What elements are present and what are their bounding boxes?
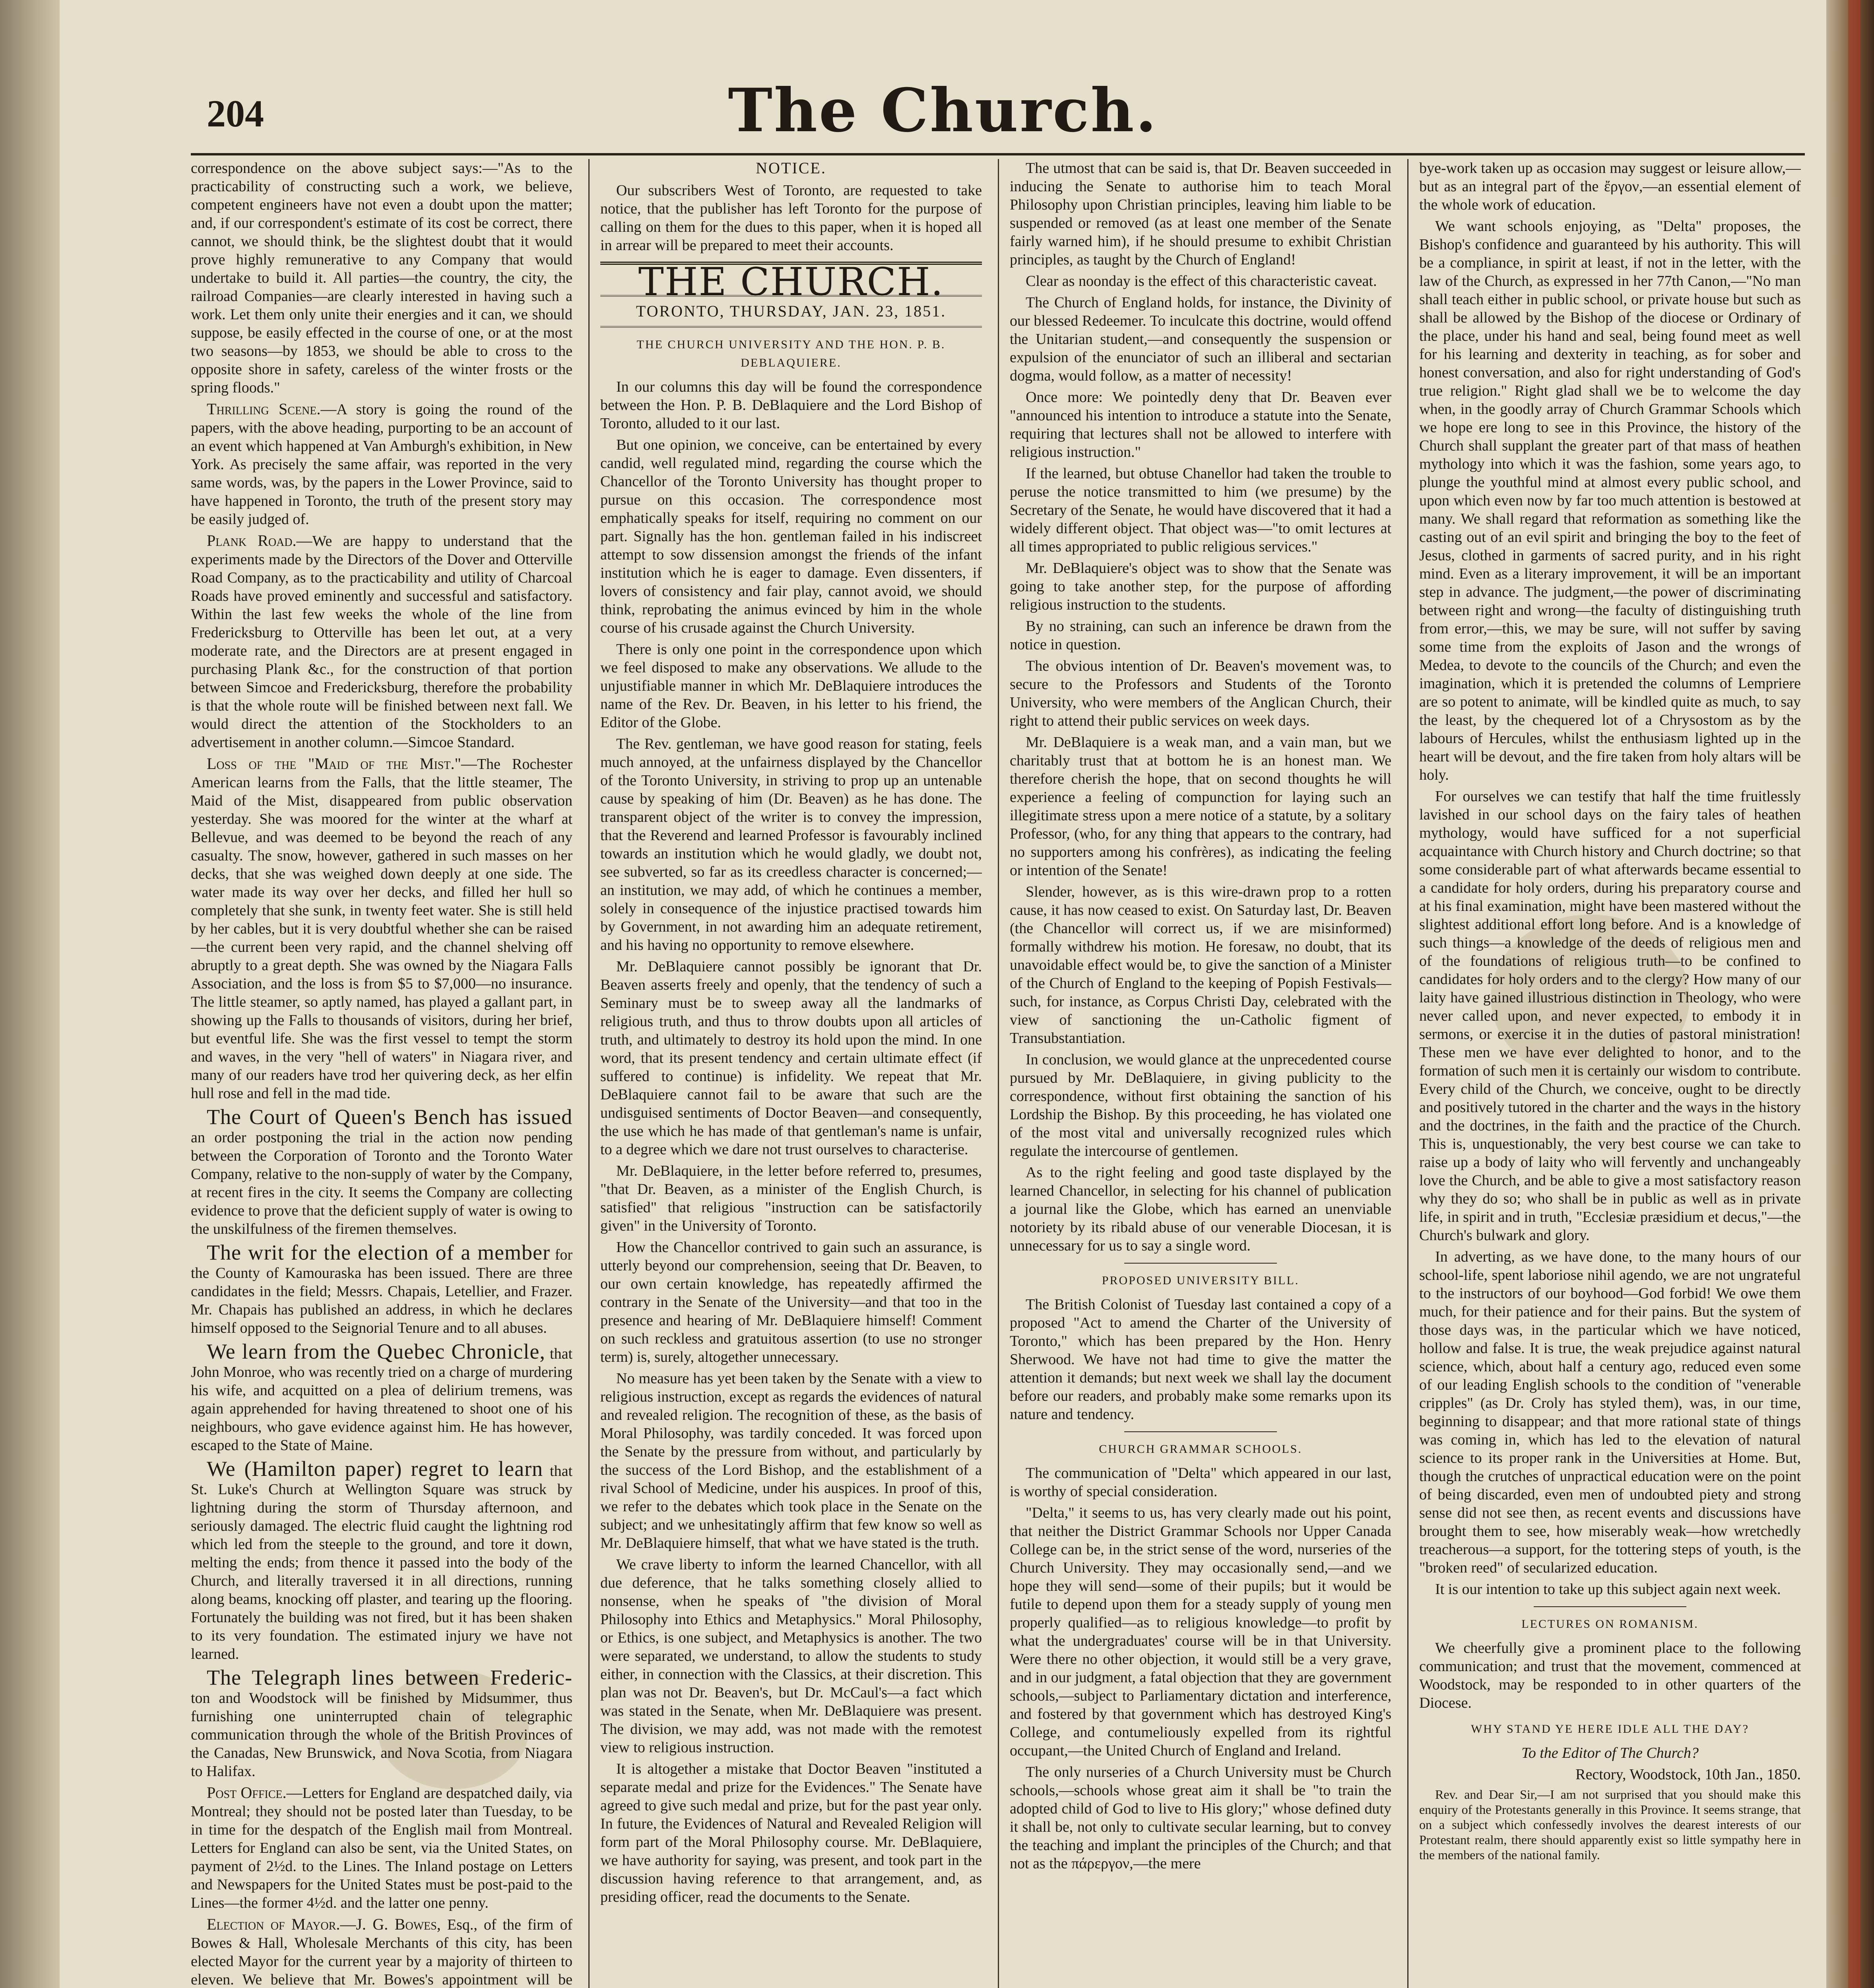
paragraph: The obvious intention of Dr. Beaven's movement was, to secure to the Professors and Students of the Toronto University, who were members of the Anglican Church, their right to attend their public services on week days.	[1010, 658, 1391, 729]
paragraph: But one opinion, we conceive, can be entertained by every candid, well regulated mind, regarding the course which the Chancellor of the Toronto University has thought proper to pursue on this occasion. The correspondence most emphatically speaks for itself, requiring no comment on our part. Signally has the hon. gentleman failed in his indiscreet attempt to sow dissension amongst the friends of the infant institution which he is eager to damage. Even dissenters, if lovers of consistency and fair play, cannot avoid, we should think, reprobating the animus evinced by him in the whole course of his crusade against the Church University.	[600, 437, 982, 636]
paragraph: The British Colonist of Tuesday last contained a copy of a proposed "Act to amend the Charter of the University of Toronto," which has been prepared by the Hon. Henry Sherwood. We have not had time to give the matter the attention it demands; but next week we shall lay the document before our readers, and probably make some remarks upon its nature and tendency.	[1010, 1296, 1391, 1423]
news-item	[191, 1458, 572, 1663]
paragraph: Clear as noonday is the effect of this characteristic caveat.	[1026, 273, 1377, 289]
paragraph: The only nurseries of a Church University must be Church schools,—schools whose great aim it shall be "to train the adopted child of God to live to His glory;" whose defined duty it shall be, not only to cultivate secular learning, but to convey the teaching and implant the principles of the Church; and that not as the πάρεργον,—the mere	[1010, 1764, 1391, 1872]
paragraph: As to the right feeling and good taste displayed by the learned Chancellor, in selecting for his channel of publication a journal like the Globe, which has earned an unenviable notoriety by its ribald abuse of our venerable Diocesan, it is unnecessary for us to say a single word.	[1010, 1164, 1391, 1254]
newspaper-page	[60, 0, 1826, 1988]
letter-place-date: Rectory, Woodstock, 10th Jan., 1850.	[1575, 1766, 1801, 1783]
news-item	[191, 1340, 572, 1454]
paragraph: If the learned, but obtuse Chanellor had taken the trouble to peruse the notice transmitted to him (we presume) by the Secretary of the Senate, he would have discovered that it had a widely different object. That object was—"to omit lectures at all times appropriated to public religious services."	[1010, 465, 1391, 555]
item-body: for the County of Kamouraska has been issued. There are three candidates in the field; Messrs. Chapais, Letellier, and Frazer. Mr. Chapais has published an address, in which he declares himself opposed to the Seignorial Tenure and to all abuses.	[191, 1246, 572, 1336]
item-body: Esq., of the firm of Bowes & Hall, Wholesale Merchants of this city, has been elected Mayor for the current year by a majority of thirteen to eleven. We believe that Mr. Bowes's appointment will be	[191, 1916, 572, 1988]
paragraph: We want schools enjoying, as "Delta" proposes, the Bishop's confidence and guaranteed by his authority. This will be a compliance, in spirit at least, if not in the letter, with the law of the Church, as expressed in her 77th Canon,—"No man shall teach either in public school, or private house but such as shall be allowed by the Bishop of the diocese or Ordinary of the place, under his hand and seal, being found meet as well for his learning and dexterity in teaching, as for sober and honest conversation, and also for right understanding of God's true religion." Right glad shall we be to welcome the day when, in the goodly array of Church Grammar Schools which we hope ere long to see in this Province, the history of the Church shall supplant the greater part of that mass of heathen mythology into which it was the fashion, some years ago, to plunge the youthful mind at almost every public school, and upon which even now by far too much attention is bestowed at many. We shall regard that reformation as something like the casting out of an evil spirit and bringing the boy to the feet of Jesus, clothed in garments of sacred purity, and in his right mind. Even as a literary improvement, it will be an important step in advance. The judgment,—the power of discriminating between right and wrong—the faculty of distinguishing truth from error,—this, we may be sure, will not suffer by saving some time from the exploits of Jason and the wrongs of Medea, to devote to the councils of the Church; and even the imagination, which it is pretended the columns of Lempriere are so potent to animate, will be kindled quite as much, to say the least, by the chequered lot of a Chrysostom as by the labours of Hercules, whilst the enthusiasm lighted up in the heart will be devout, and the fire taken from holy altars will be holy.	[1419, 218, 1801, 783]
paragraph: "Delta," it seems to us, has very clearly made out his point, that neither the District Grammar Schools nor Upper Canada College can be, in the strict sense of the word, nurseries of the Church University. They may occasionally send,—and we hope they will send—some of their pupils; but it would be futile to depend upon them for a steady supply of young men properly qualified—as to religious knowledge—to profit by what the undergraduates' course will be in that University. Were there no other objection, it would still be a very grave, and in our judgment, a fatal objection that they are government schools,—subject to Parliamentary dictation and interference, and fostered by that government which has destroyed King's College, and contumeliously expelled from its rightful occupant,—the United Church of England and Ireland.	[1010, 1505, 1391, 1759]
item-body: that John Monroe, who was recently tried on a charge of murdering his wife, and acquitted on a plea of delirium tremens, was again apprehended for having threatened to shoot one of his neighbours, who gave evidence against him. He has however, escaped to the State of Maine.	[191, 1345, 572, 1454]
page-header	[60, 72, 1826, 155]
book-gutter-left	[0, 0, 60, 1988]
grammar-schools-title: CHURCH GRAMMAR SCHOOLS.	[1099, 1442, 1302, 1456]
news-item	[191, 1106, 572, 1238]
paragraph: We crave liberty to inform the learned Chancellor, with all due deference, that he talks something closely allied to nonsense, when he speaks of "the division of Moral Philosophy into Ethics and Metaphysics." Moral Philosophy, or Ethics, is one subject, and Metaphysics is another. The two were separated, we understand, to allow the students to study either, in connection with the Classics, at their discretion. This plan was not Dr. Beaven's, but Dr. McCaul's—a fact which was stated in the Senate, when Mr. DeBlaquiere was present. The division, we may add, was not made with the remotest view to religious instruction.	[600, 1556, 982, 1756]
paragraph: correspondence on the above subject says:—"As to the practicability of constructing such a work, we believe, competent engineers have not even a doubt upon the matter; and, if our correspondent's estimate of its cost be correct, there cannot, we should think, be the slightest doubt that it would prove highly remunerative to any Company that would undertake to build it. All parties—the country, the city, the railroad Companies—are clearly interested in having such a work. Let them only unite their energies and it can, we should suppose, be easily effected in the course of one, or at the most two seasons—by 1853, we should be able to cross to the opposite shore in safety, careless of the winter frosts or the spring floods."	[191, 160, 572, 396]
item-lead: Post Office.—	[207, 1784, 303, 1802]
lectures-title: LECTURES ON ROMANISM.	[1521, 1617, 1699, 1631]
item-body: Letters for England are despatched daily, via Montreal; they should not be posted later than Tuesday, to be in time for the despatch of the English mail from Montreal. Letters for England can also be sent, via the United States, on payment of 2½d. to the Lines. The Inland postage on Letters and Newspapers for the United States must be post-paid to the Lines—the former 4½d. and the latter one penny.	[191, 1785, 572, 1911]
section-rule	[1534, 1606, 1686, 1607]
item-lead: We learn from the Quebec Chronicle,	[207, 1340, 545, 1363]
paragraph: The communication of "Delta" which appeared in our last, is worthy of special consideration.	[1010, 1465, 1391, 1500]
paragraph: It is altogether a mistake that Doctor Beaven "instituted a separate medal and prize for the Evidences." The Senate have agreed to give such medal and prize, but for the past year only. In future, the Evidences of Natural and Revealed Religion will form part of the Moral Philosophy course. Mr. DeBlaquiere, we have authority for saying, was present, and took part in the discussion having reference to that arrangement, and, as presiding officer, read the documents to the Senate.	[600, 1761, 982, 1905]
item-lead: Election of Mayor.—J. G. Bowes,	[207, 1915, 441, 1933]
item-lead: Loss of the "Maid of the Mist."—	[207, 755, 477, 773]
item-lead: The writ for the election of a member	[207, 1241, 550, 1264]
columns	[191, 159, 1805, 1988]
paragraph: How the Chancellor contrived to gain such an assurance, is utterly beyond our comprehension, seeing that Dr. Beaven, to our own certain knowledge, has repeatedly affirmed the contrary in the Senate of the University—and that too in the presence and hearing of Mr. DeBlaquiere himself! Comment on such reckless and gratuitous assertion (to use no stronger term) is, surely, altogether unnecessary.	[600, 1239, 982, 1365]
paragraph: The Church of England holds, for instance, the Divinity of our blessed Redeemer. To inculcate this doctrine, would offend the Unitarian student,—and consequently the suspension or expulsion of the enunciator of such an illiberal and sectarian dogma, would follow, as a matter of necessity!	[1010, 294, 1391, 384]
masthead: The Church.	[728, 76, 1158, 146]
article-title: THE CHURCH UNIVERSITY AND THE HON. P. B. DEBLAQUIERE.	[636, 338, 946, 369]
paragraph: The utmost that can be said is, that Dr. Beaven succeeded in inducing the Senate to authorise him to teach Moral Philosophy upon Christian principles, leaving him liable to be suspended or removed (as at least one member of the Senate fairly warned him), if he should presume to exhibit Christian principles, as taught by the Church of England!	[1010, 160, 1391, 268]
paragraph: The Rev. gentleman, we have good reason for stating, feels much annoyed, at the unfairness displayed by the Chancellor of the Toronto University, in striving to prop up an untenable cause by speaking of him (Dr. Beaven) as he has done. The transparent object of the writer is to convey the impression, that the Reverend and learned Professor is favourably inclined towards an institution which he would gladly, we doubt not, see subverted, so far as its creedless character is concerned;—an institution, we may add, of which he continues a member, solely in consequence of the injustice practised towards him by Government, in not awarding him an adequate retirement, and his having no opportunity to remove elsewhere.	[600, 736, 982, 953]
column-4	[1419, 159, 1801, 1988]
paper-title: THE CHURCH.	[638, 260, 944, 304]
news-item	[191, 1666, 572, 1780]
dateline: TORONTO, THURSDAY, JAN. 23, 1851.	[600, 295, 982, 328]
item-body: The Rochester American learns from the Falls, that the little steamer, The Maid of the Mist, disappeared from public observation yesterday. She was moored for the winter at the wharf at Bellevue, and was deemed to be beyond the reach of any casualty. The snow, however, gathered in such masses on her decks, that she was weighed down deeply at one side. The water made its way over her decks, and filled her hull so completely that she sunk, in twenty feet water. She is still held by her cables, but it is very doubtful whether she can be raised—the current been very rapid, and the channel shelving off abruptly to a great depth. She was owned by the Niagara Falls Association, and the loss is from $5 to $7,000—no insurance. The little steamer, so aptly named, has played a gallant part, in showing up the Falls to thousands of visitors, during her brief, but eventful life. She was the first vessel to tempt the storm and waves, in the very "hell of waters" in Niagara river, and many of our readers have trod her quivering deck, as her elfin hull rose and fell in the mad tide.	[191, 756, 572, 1102]
item-body: We are happy to understand that the experiments made by the Directors of the Dover and Otterville Road Company, as to the practicability and utility of Charcoal Roads have proved eminently and successful and satisfactory. Within the last few weeks the whole of the line from Fredericksburg to Otterville has been let out, at a very moderate rate, and the Directors are at present engaged in purchasing Plank &c., for the construction of that portion between Simcoe and Fredericksburg, therefore the probability is that the whole route will be finished between next fall. We would direct the attention of the Stockholders to an advertisement in another column.—Simcoe Standard.	[191, 533, 572, 751]
item-body: an order postponing the trial in the action now pending between the Corporation of Toronto and the Toronto Water Company, relative to the non-supply of water by the Company, at recent fires in the city. It seems the Company are collecting evidence to prove that the deficient supply of water is owing to the unskilfulness of the firemen themselves.	[191, 1129, 572, 1237]
item-body: ton and Woodstock will be finished by Midsummer, thus furnishing one uninterrupted chain of telegraphic communication through the whole of the British Provinces of the Canadas, New Brunswick, and Nova Scotia, from Niagara to Halifax.	[191, 1690, 572, 1780]
column-divider	[1407, 159, 1408, 1988]
item-lead: Plank Road.—	[207, 532, 312, 549]
header-rule	[191, 153, 1805, 155]
paragraph: bye-work taken up as occasion may suggest or leisure allow,—but as an integral part of the ἔργον,—an essential element of the whole work of education.	[1419, 160, 1801, 213]
paragraph: Mr. DeBlaquiere, in the letter before referred to, presumes, "that Dr. Beaven, as a minister of the English Church, is satisfied" that religious "instruction can be satisfactorily given" in the University of Toronto.	[600, 1163, 982, 1234]
letter-body: Rev. and Dear Sir,—I am not surprised that you should make this enquiry of the Protestants generally in this Province. It seems strange, that on a subject which confessedly involves the dearest interests of our Protestant realm, there should apparently exist so little sympathy here in the members of the national family.	[1419, 1787, 1801, 1862]
item-body: A story is going the round of the papers, with the above heading, purporting to be an account of an event which happened at Van Amburgh's exhibition, in New York. As precisely the same affair, was reported in the very same words, was, by the papers in the Lower Province, said to have happened in Toronto, the truth of the present story may be easily judged of.	[191, 401, 572, 528]
bill-title: PROPOSED UNIVERSITY BILL.	[1102, 1274, 1300, 1287]
letter-heading: WHY STAND YE HERE IDLE ALL THE DAY?	[1470, 1722, 1750, 1736]
paragraph: In our columns this day will be found the correspondence between the Hon. P. B. DeBlaquiere and the Lord Bishop of Toronto, alluded to it our last.	[600, 379, 982, 432]
news-item	[191, 400, 572, 528]
news-item	[191, 1784, 572, 1912]
column-2	[600, 159, 982, 1988]
paragraph: Mr. DeBlaquiere's object was to show that the Senate was going to take another step, for the purpose of affording religious instruction to the students.	[1010, 560, 1391, 613]
item-lead: The Court of Queen's Bench has issued	[207, 1105, 572, 1129]
book-binding-right	[1826, 0, 1874, 1988]
paragraph: It is our intention to take up this subject again next week.	[1435, 1581, 1781, 1598]
paragraph: For ourselves we can testify that half the time fruitlessly lavished in our school days on the fairy tales of heathen mythology, would have sufficed for a not superficial acquaintance with Church history and Church doctrine; so that some considerable part of what afterwards became essential to a candidate for holy orders, during his preparatory course and at his final examination, might have been mastered without the slightest additional effort long before. And is a knowledge of such things—a knowledge of the deeds of religious men and of the foundations of religious truth—to be confined to candidates for holy orders and to the clergy? How many of our laity have gained illustrious distinction in Theology, who were never called upon, and never expected, to embody it in sermons, or exercise it in the duties of pastoral ministration! These men we have ever delighted to honor, and to the formation of such men it is certainly our wisdom to contribute. Every child of the Church, we conceive, ought to be directly and positively tutored in the charter and the ways in the history and the doctrines, in the faith and the practice of the Church. This is, unquestionably, the very best course we can take to raise up a body of laity who will fervently and unchangeably love the Church, and be able to give a most satisfactory reason why they do so; who shall be in public as well as in private life, in spirit and in truth, "Ecclesiæ præsidium et decus,"—the Church's bulwark and glory.	[1419, 788, 1801, 1244]
news-item	[191, 1241, 572, 1337]
paragraph: Mr. DeBlaquiere cannot possibly be ignorant that Dr. Beaven asserts freely and openly, that the tendency of such a Seminary must be to sweep away all the landmarks of religious truth, and thus to throw doubts upon all articles of truth, and ultimately to destroy its hold upon the mind. In one word, that its present tendency and certain ultimate effect (if suffered to continue) is infidelity. We repeat that Mr. DeBlaquiere cannot fail to be aware that such are the undisguised sentiments of Doctor Beaven—and consequently, the use which he has made of that gentleman's name is unfair, to a degree which we dare not trust ourselves to characterise.	[600, 958, 982, 1158]
news-item	[191, 1915, 572, 1988]
item-lead: The Telegraph lines between Frederic-	[207, 1666, 572, 1689]
editor-address: To the Editor of The Church?	[1521, 1745, 1699, 1761]
paragraph: There is only one point in the correspondence upon which we feel disposed to make any observations. We allude to the unjustifiable manner in which Mr. DeBlaquiere introduces the name of the Rev. Dr. Beaven, in his letter to his friend, the Editor of the Globe.	[600, 641, 982, 731]
section-rule	[1124, 1263, 1277, 1264]
paragraph: In adverting, as we have done, to the many hours of our school-life, spent laboriose nihil agendo, we are not ungrateful to the instructors of our boyhood—God forbid! We owe them much, for their patience and for their pains. But the system of those days was, in the particular which we have noticed, hollow and false. It is true, the weak prejudice against natural science, which, about half a century ago, reduced even some of our leading English schools to the condition of "venerable cripples" (as Dr. Croly has styled them), was, in our time, beginning to disappear; and that more rational state of things was coming in, which has led to the elevation of natural science to its proper rank in the Universities at Home. But, though the crutches of unpractical education were on the point of being discarded, even men of undoubted piety and strong sense did not see then, as recent events and discussions have brought them to see, how miserably weak—how wretchedly treacherous—a support, for the tottering steps of youth, is the "broken reed" of secularized education.	[1419, 1248, 1801, 1576]
paragraph: In conclusion, we would glance at the unprecedented course pursued by Mr. DeBlaquiere, in giving publicity to the correspondence, without first obtaining the sanction of his Lordship the Bishop. By this proceeding, he has violated one of the most vital and universally recognized rules which regulate the intercourse of gentlemen.	[1010, 1051, 1391, 1159]
paragraph: Mr. DeBlaquiere is a weak man, and a vain man, but we charitably trust that at bottom he is an honest man. We therefore cherish the hope, that on second thoughts he will experience a feeling of compunction for laying such an illegitimate stress upon a mere notice of a statute, by a solitary Professor, (who, for any thing that appears to the contrary, had no supporters among his confrères), as indicating the feeling or intention of the Senate!	[1010, 734, 1391, 879]
paragraph: Once more: We pointedly deny that Dr. Beaven ever "announced his intention to introduce a statute into the Senate, requiring that lectures shall not be allowed to interfere with religious instruction."	[1010, 389, 1391, 460]
section-rule	[1124, 1431, 1277, 1432]
column-divider	[998, 159, 999, 1988]
page-number: 204	[207, 92, 264, 135]
item-body: that St. Luke's Church at Wellington Square was struck by lightning during the storm of Thursday afternoon, and seriously damaged. The electric fluid caught the lightning rod which led from the steeple to the ground, and tore it down, melting the ends; from thence it passed into the body of the Church, and literally traversed it in all directions, running along beams, knocking off plaster, and tearing up the flooring. Fortunately the building was not fired, but it has been shaken to its very foundation. The estimated injury we have not learned.	[191, 1463, 572, 1662]
news-item	[191, 532, 572, 751]
column-3	[1010, 159, 1391, 1988]
notice-body: Our subscribers West of Toronto, are requested to take notice, that the publisher has left Toronto for the purpose of calling on them for the dues to this paper, when it is hoped all in arrear will be prepared to meet their accounts.	[600, 182, 982, 254]
paragraph: Slender, however, as is this wire-drawn prop to a rotten cause, it has now ceased to exist. On Saturday last, Dr. Beaven (the Chancellor will correct us, if we are misinformed) formally withdrew his motion. He foresaw, no doubt, that its unavoidable effect would be, to give the sanction of a Minister of the Church of England to the keeping of Popish Festivals—such, for instance, as Corpus Christi Day, celebrated with the view of sanctioning the un-Catholic figment of Transubstantiation.	[1010, 883, 1391, 1046]
paragraph: By no straining, can such an inference be drawn from the notice in question.	[1010, 618, 1391, 653]
item-lead: We (Hamilton paper) regret to learn	[207, 1457, 543, 1481]
column-1	[191, 159, 572, 1988]
news-item	[191, 755, 572, 1103]
paragraph: We cheerfully give a prominent place to the following communication; and trust that the movement, commenced at Woodstock, may be responded to in other quarters of the Diocese.	[1419, 1640, 1801, 1711]
letter-salutation	[1419, 1744, 1801, 1762]
item-lead: Thrilling Scene.—	[207, 400, 337, 418]
column-divider	[588, 159, 590, 1988]
paragraph: No measure has yet been taken by the Senate with a view to religious instruction, except as regards the evidences of natural and revealed religion. The recognition of these, as the basis of Moral Philosophy, was tardily conceded. It was forced upon the Senate by the pressure from without, and particularly by the success of the Lord Bishop, and the establishment of a rival School of Medicine, under his auspices. In proof of this, we refer to the debates which took place in the Senate on the subject; and we unhesitatingly affirm that few know so well as Mr. DeBlaquiere himself, that what we have stated is the truth.	[600, 1370, 982, 1551]
notice-title: NOTICE.	[756, 159, 826, 177]
